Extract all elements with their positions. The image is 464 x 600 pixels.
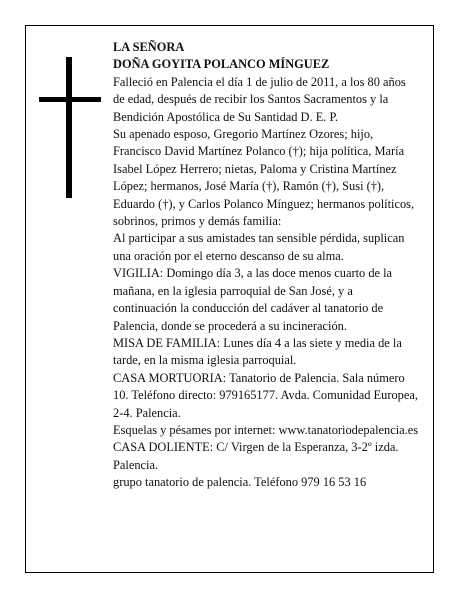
vigil-info: VIGILIA: Domingo día 3, a las doce menos cuarto de la mañana, en la iglesia parroquial de San José, y a continuación la conducción del cadáver al tanatorio de Palencia, donde se procederá a su incineración. <box>113 266 393 333</box>
obituary-notice <box>25 25 434 573</box>
cross-icon <box>39 57 101 198</box>
funeral-home-info: CASA MORTUORIA: Tanatorio de Palencia. Sala número 10. Teléfono directo: 979165177. Avda. Comunidad Europea, 2-4. Palencia. <box>113 370 418 420</box>
death-announcement: Falleció en Palencia el día 1 de julio de 2011, a los 80 años de edad, después de recibir los Santos Sacramentos y la Bendición Apostólica de Su Santidad D. E. P. <box>113 74 406 124</box>
cross-vertical-bar <box>66 57 72 198</box>
deceased-name: DOÑA GOYITA POLANCO MÍNGUEZ <box>113 57 330 72</box>
heading-line-1: LA SEÑORA <box>113 40 185 54</box>
prayer-request: Al participar a sus amistades tan sensible pérdida, suplican una oración por el eterno descanso de su alma. <box>113 231 405 263</box>
online-condolences: Esquelas y pésames por internet: www.tanatoriodepalencia.es <box>113 422 419 437</box>
obituary-text <box>113 39 419 492</box>
funeral-group-contact: grupo tanatorio de palencia. Teléfono 979 16 53 16 <box>113 475 367 490</box>
family-home-info: CASA DOLIENTE: C/ Virgen de la Esperanza, 3-2º izda. Palencia. <box>113 440 399 472</box>
family-list: Su apenado esposo, Gregorio Martínez Ozores; hijo, Francisco David Martínez Polanco (†); hija política, María Isabel López Herrero; nietas, Paloma y Cristina Martínez López; hermanos, José María (†), Ramón (†), Susi (†), Eduardo (†), y Carlos Polanco Mínguez; hermanos políticos, sobrinos, primos y demás familia: <box>113 127 415 229</box>
family-mass-info: MISA DE FAMILIA: Lunes día 4 a las siete y media de la tarde, en la misma iglesia parroquial. <box>113 335 402 368</box>
cross-horizontal-bar <box>39 97 101 102</box>
